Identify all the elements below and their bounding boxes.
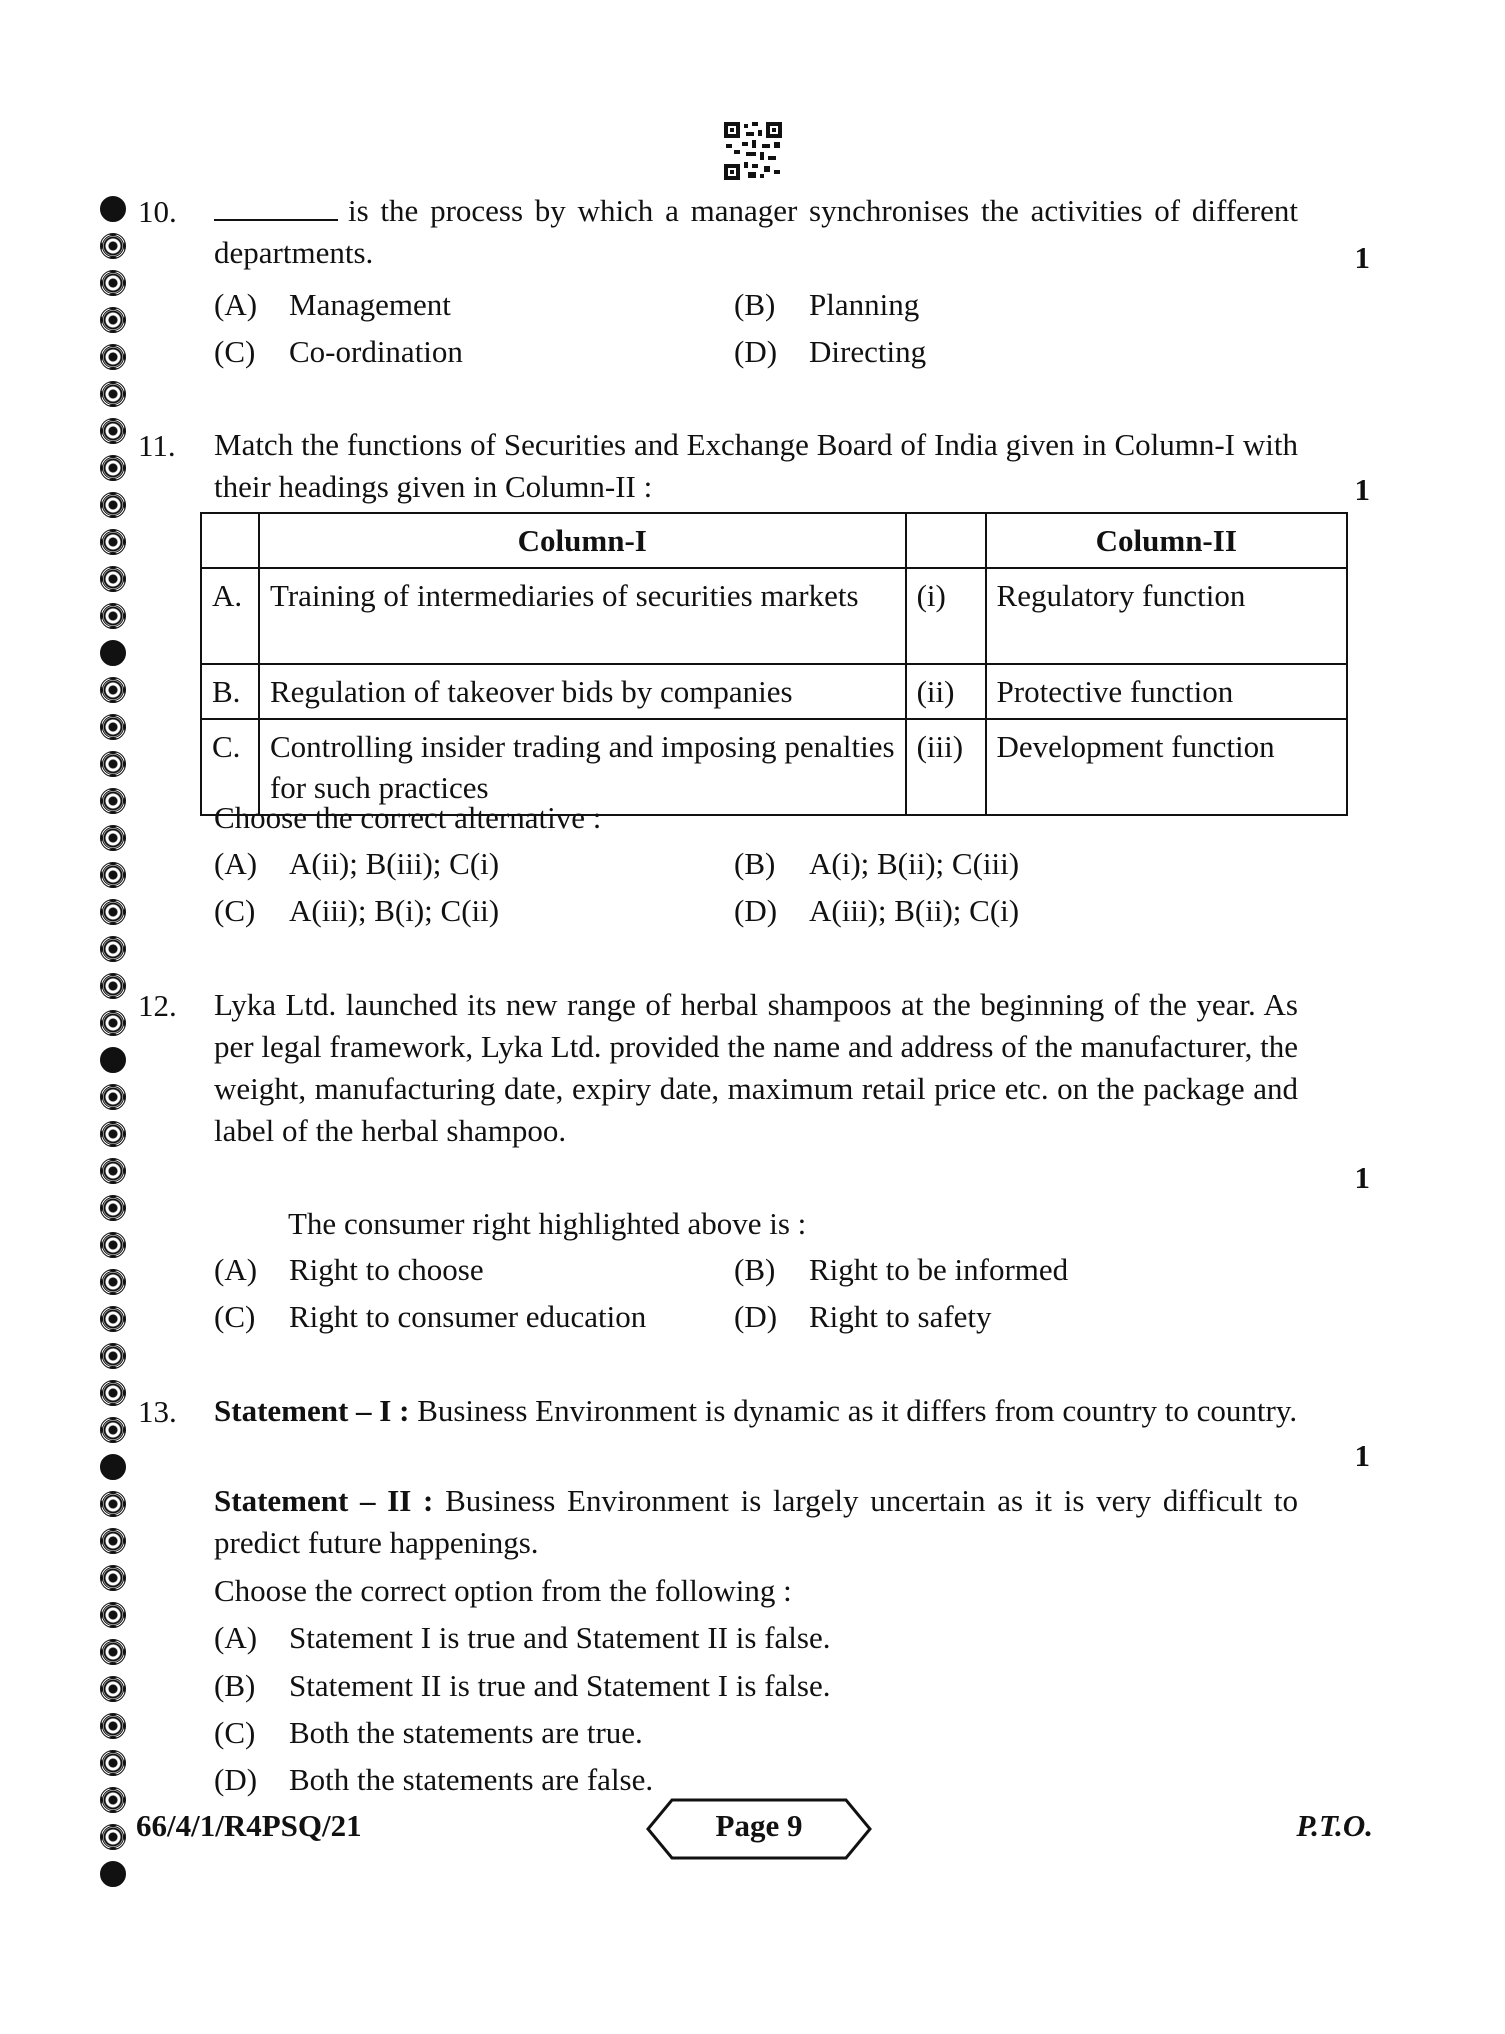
margin-ring-icon bbox=[100, 1528, 126, 1554]
option-a: (A) A(ii); B(iii); C(i) bbox=[214, 846, 500, 881]
margin-ring-icon bbox=[100, 1084, 126, 1110]
margin-ring-icon bbox=[100, 418, 126, 444]
question-10-marks: 1 bbox=[1354, 240, 1370, 275]
margin-ring-icon bbox=[100, 1676, 126, 1702]
question-11-text: Match the functions of Securities and Exchange Board of India given in Column-I with their headings given in Column-II : bbox=[214, 427, 1298, 504]
question-12-marks: 1 bbox=[1354, 1160, 1370, 1195]
margin-ring-icon bbox=[100, 529, 126, 555]
margin-ring-icon bbox=[100, 307, 126, 333]
margin-ring-icon bbox=[100, 1195, 126, 1221]
margin-ring-icon bbox=[100, 1565, 126, 1591]
margin-ring-icon bbox=[100, 862, 126, 888]
margin-ring-icon bbox=[100, 1232, 126, 1258]
option-b: (B) Right to be informed bbox=[734, 1252, 1069, 1287]
column-2-cell: Development function bbox=[986, 719, 1347, 815]
option-c: (C) Both the statements are true. bbox=[214, 1715, 643, 1750]
row-numeral: (iii) bbox=[906, 719, 986, 815]
margin-ring-icon bbox=[100, 1306, 126, 1332]
margin-ring-icon bbox=[100, 603, 126, 629]
row-key: B. bbox=[201, 664, 259, 719]
margin-decoration-strip bbox=[96, 196, 130, 1898]
statement-1-label: Statement – I : bbox=[214, 1393, 410, 1428]
column-2-cell: Protective function bbox=[986, 664, 1347, 719]
row-key: A. bbox=[201, 568, 259, 664]
column-2-header: Column-II bbox=[986, 513, 1347, 568]
margin-ring-icon bbox=[100, 381, 126, 407]
margin-ring-icon bbox=[100, 1158, 126, 1184]
page-number: Page 9 bbox=[715, 1808, 803, 1843]
table-header-row bbox=[201, 513, 1347, 568]
question-11-prompt: Choose the correct alternative : bbox=[214, 800, 602, 835]
margin-ring-icon bbox=[100, 1454, 126, 1480]
margin-ring-icon bbox=[100, 1602, 126, 1628]
margin-ring-icon bbox=[100, 1010, 126, 1036]
option-b: (B) Planning bbox=[734, 287, 920, 322]
margin-ring-icon bbox=[100, 936, 126, 962]
column-1-cell: Controlling insider trading and imposing penalties for such practices bbox=[259, 719, 906, 815]
option-d: (D) Right to safety bbox=[734, 1299, 992, 1334]
margin-ring-icon bbox=[100, 1269, 126, 1295]
option-b: (B) Statement II is true and Statement I is false. bbox=[214, 1668, 831, 1703]
margin-ring-icon bbox=[100, 640, 126, 666]
question-11-marks: 1 bbox=[1354, 472, 1370, 507]
margin-ring-icon bbox=[100, 455, 126, 481]
column-2-cell: Regulatory function bbox=[986, 568, 1347, 664]
margin-ring-icon bbox=[100, 1417, 126, 1443]
statement-2 bbox=[214, 1480, 1298, 1564]
fill-in-blank bbox=[214, 219, 338, 221]
margin-ring-icon bbox=[100, 751, 126, 777]
option-a: (A) Statement I is true and Statement II is false. bbox=[214, 1620, 831, 1655]
margin-ring-icon bbox=[100, 1491, 126, 1517]
row-key: C. bbox=[201, 719, 259, 815]
row-numeral: (ii) bbox=[906, 664, 986, 719]
question-number: 12. bbox=[138, 988, 177, 1023]
margin-ring-icon bbox=[100, 1639, 126, 1665]
statement-1-text: Business Environment is dynamic as it differs from country to country. bbox=[417, 1393, 1298, 1428]
question-10-text: is the process by which a manager synchronises the activities of different departments. bbox=[214, 193, 1298, 270]
margin-ring-icon bbox=[100, 1121, 126, 1147]
margin-ring-icon bbox=[100, 1750, 126, 1776]
margin-ring-icon bbox=[100, 714, 126, 740]
margin-ring-icon bbox=[100, 788, 126, 814]
question-number: 13. bbox=[138, 1394, 177, 1429]
margin-ring-icon bbox=[100, 1713, 126, 1739]
question-number: 10. bbox=[138, 194, 177, 229]
margin-ring-icon bbox=[100, 566, 126, 592]
margin-ring-icon bbox=[100, 899, 126, 925]
statement-2-text: Business Environment is largely uncertain as it is very difficult to predict future happenings. bbox=[214, 1483, 1299, 1560]
table-header-cell bbox=[906, 513, 986, 568]
option-d: (D) A(iii); B(ii); C(i) bbox=[734, 893, 1020, 928]
margin-ring-icon bbox=[100, 1861, 126, 1887]
question-number: 11. bbox=[138, 428, 176, 463]
question-13-marks: 1 bbox=[1354, 1438, 1370, 1473]
margin-ring-icon bbox=[100, 1343, 126, 1369]
qr-code bbox=[724, 122, 782, 180]
option-a: (A) Management bbox=[214, 287, 451, 322]
margin-ring-icon bbox=[100, 196, 126, 222]
margin-ring-icon bbox=[100, 1380, 126, 1406]
table-row bbox=[201, 664, 1347, 719]
margin-ring-icon bbox=[100, 825, 126, 851]
paper-code: 66/4/1/R4PSQ/21 bbox=[136, 1808, 362, 1843]
question-12-text: Lyka Ltd. launched its new range of herbal shampoos at the beginning of the year. As per legal framework, Lyka Ltd. provided the name and address of the manufacturer, the weight, manufacturing date, expiry date, maximum retail price etc. on the package and label of the herbal shampoo. bbox=[214, 987, 1298, 1148]
margin-ring-icon bbox=[100, 1047, 126, 1073]
margin-ring-icon bbox=[100, 1824, 126, 1850]
margin-ring-icon bbox=[100, 270, 126, 296]
option-d: (D) Directing bbox=[734, 334, 927, 369]
statement-2-label: Statement – II : bbox=[214, 1483, 434, 1518]
margin-ring-icon bbox=[100, 492, 126, 518]
column-1-cell: Training of intermediaries of securities markets bbox=[259, 568, 906, 664]
question-12-prompt: The consumer right highlighted above is : bbox=[288, 1206, 807, 1241]
table-row bbox=[201, 568, 1347, 664]
option-c: (C) A(iii); B(i); C(ii) bbox=[214, 893, 500, 928]
margin-ring-icon bbox=[100, 344, 126, 370]
margin-ring-icon bbox=[100, 973, 126, 999]
match-table bbox=[200, 512, 1348, 816]
table-header-cell bbox=[201, 513, 259, 568]
pto-label: P.T.O. bbox=[1296, 1808, 1373, 1843]
question-13-prompt: Choose the correct option from the following : bbox=[214, 1573, 792, 1608]
statement-1 bbox=[214, 1390, 1298, 1432]
margin-ring-icon bbox=[100, 1787, 126, 1813]
column-1-cell: Regulation of takeover bids by companies bbox=[259, 664, 906, 719]
option-b: (B) A(i); B(ii); C(iii) bbox=[734, 846, 1020, 881]
option-c: (C) Right to consumer education bbox=[214, 1299, 647, 1334]
margin-ring-icon bbox=[100, 233, 126, 259]
option-c: (C) Co-ordination bbox=[214, 334, 463, 369]
column-1-header: Column-I bbox=[259, 513, 906, 568]
row-numeral: (i) bbox=[906, 568, 986, 664]
option-a: (A) Right to choose bbox=[214, 1252, 484, 1287]
margin-ring-icon bbox=[100, 677, 126, 703]
option-d: (D) Both the statements are false. bbox=[214, 1762, 654, 1797]
